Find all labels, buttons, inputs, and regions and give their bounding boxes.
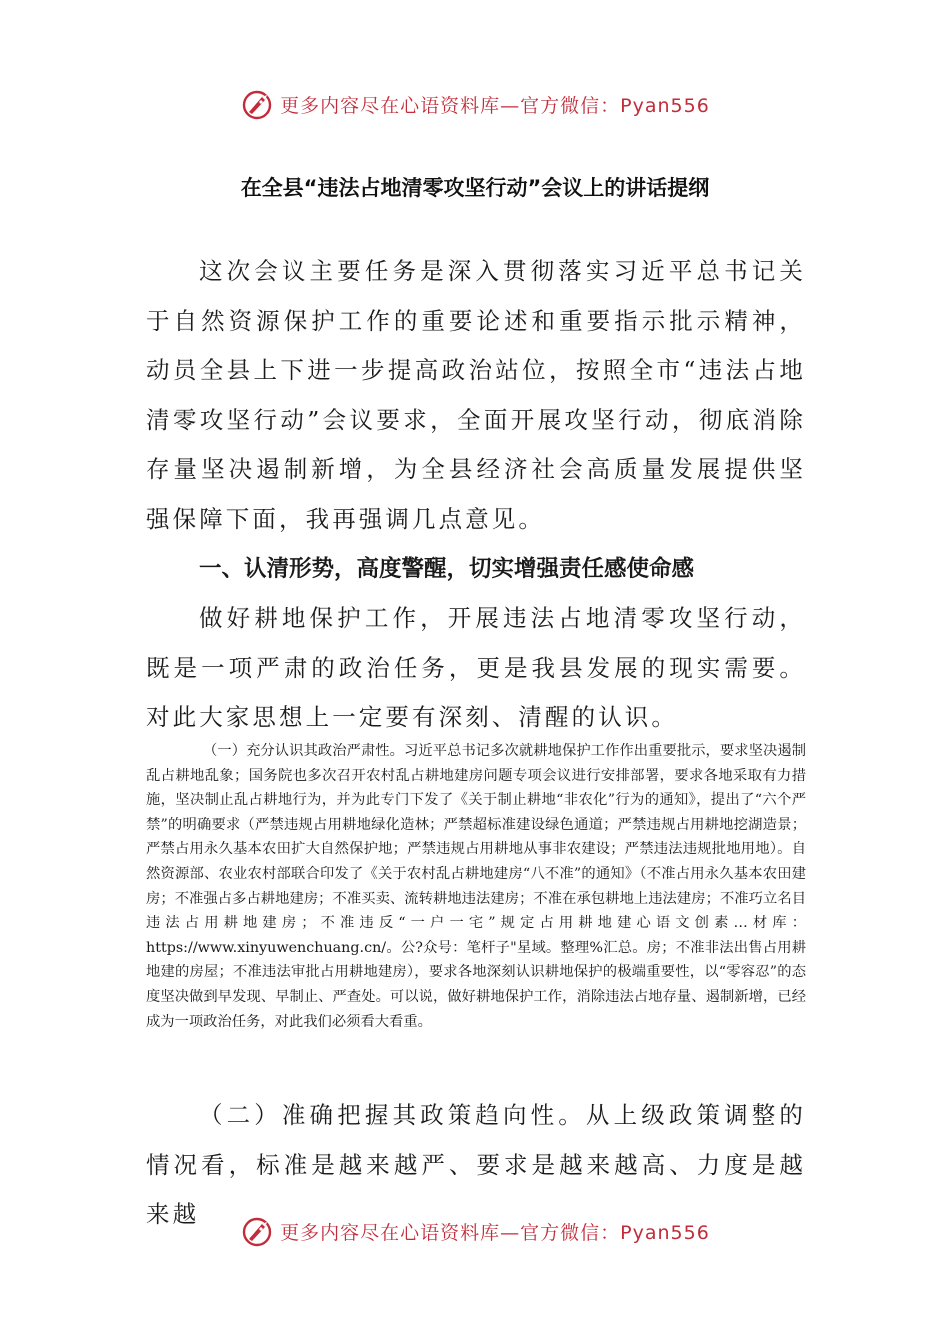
watermark-text: 更多内容尽在心语资料库—官方微信： xyxy=(280,1221,621,1244)
document-title: 在全县“违法占地清零攻坚行动”会议上的讲话提纲 xyxy=(240,176,710,200)
pen-nib-circle-icon xyxy=(240,86,276,122)
watermark-wechat-id: Pyan556 xyxy=(620,1221,710,1244)
item-1-paragraph: （一）充分认识其政治严肃性。习近平总书记多次就耕地保护工作作出重要批示，要求坚决遏制乱占耕地乱象；国务院也多次召开农村乱占耕地建房问题专项会议进行安排部署，要求各地采取有力措施，坚决制止乱占耕地行为，并为此专门下发了《关于制止耕地“非农化”行为的通知》，提出了“六个严禁”的明确要求（严禁违规占用耕地绿化造林；严禁超标准建设绿色通道；严禁违规占用耕地挖湖造景；严禁占用永久基本农田扩大自然保护地；严禁违规占用耕地从事非农建设；严禁违法违规批地用地）。自然资源部、农业农村部联合印发了《关于农村乱占耕地建房“八不准”的通知》（不准占用永久基本农田建房；不准强占多占耕地建房；不准买卖、流转耕地违法建房；不准在承包耕地上违法建房；不准巧立名目违法占用耕地建房；不准违反“一户一宅”规定占用耕地建心语文创素…材库：https://www.xinyuwenchuang.cn/。公?众号：笔杆子"星域。整理%汇总。房；不准非法出售占用耕地建的房屋；不准违法审批占用耕地建房），要求各地深刻认识耕地保护的极端重要性，以“零容忍”的态度坚决做到早发现、早制止、严查处。可以说，做好耕地保护工作，消除违法占地存量、遏制新增，已经成为一项政治任务，对此我们必须看大看重。 xyxy=(146,743,806,1030)
pen-nib-circle-icon xyxy=(240,1213,276,1249)
intro-paragraph: 这次会议主要任务是深入贯彻落实习近平总书记关于自然资源保护工作的重要论述和重要指示批示精神，动员全县上下进一步提高政治站位，按照全市“违法占地清零攻坚行动”会议要求，全面开展攻坚行动，彻底消除存量坚决遏制新增，为全县经济社会高质量发展提供坚强保障下面，我再强调几点意见。 xyxy=(146,257,806,533)
item-2-paragraph: （二）准确把握其政策趋向性。从上级政策调整的情况看，标准是越来越严、要求是越来越高、力度是越来越 xyxy=(146,1101,806,1228)
watermark-banner-top xyxy=(0,84,950,124)
section-1-paragraph: 做好耕地保护工作，开展违法占地清零攻坚行动，既是一项严肃的政治任务，更是我县发展的现实需要。对此大家思想上一定要有深刻、清醒的认识。 xyxy=(146,604,806,731)
watermark-wechat-id: Pyan556 xyxy=(620,94,710,117)
watermark-banner-bottom xyxy=(0,1211,950,1251)
watermark-text: 更多内容尽在心语资料库—官方微信： xyxy=(280,94,621,117)
section-1-heading: 一、认清形势，高度警醒，切实增强责任感使命感 xyxy=(199,556,695,582)
